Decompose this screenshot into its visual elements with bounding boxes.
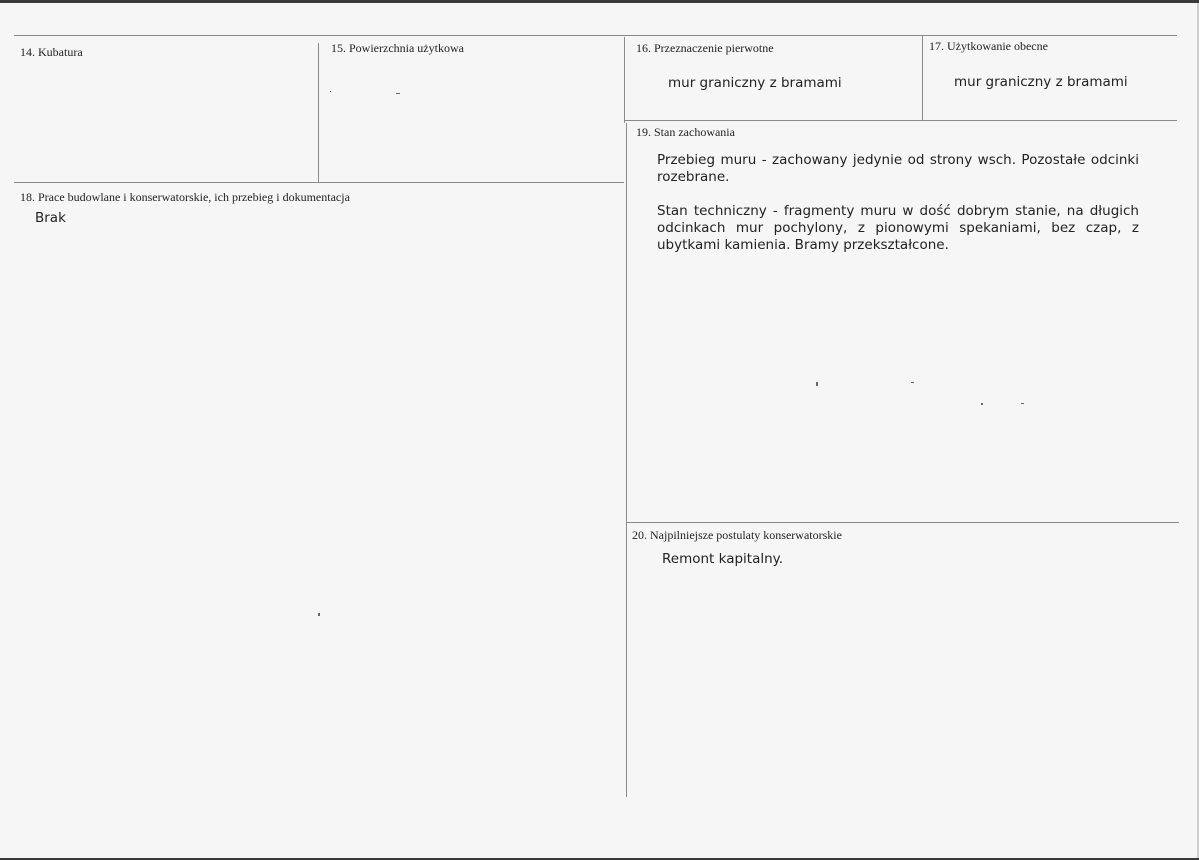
stan-label: 19. Stan zachowania (636, 125, 735, 139)
stan-paragraph-1: Przebieg muru - zachowany jedynie od strony wsch. Pozostałe odcinki rozebrane. (657, 152, 1139, 185)
divider-15-16 (624, 37, 625, 123)
divider-left-right (626, 123, 627, 797)
speck (396, 93, 400, 94)
speck (318, 613, 320, 616)
uzytkowanie-value: mur graniczny z bramami (954, 74, 1128, 90)
stan-paragraph-2: Stan techniczny - fragmenty muru w dość dobrym stanie, na długich odcinkach mur pochylony, z pionowymi spekaniami, bez czap, z ubytkami kamienia. Bramy przekształcone. (657, 203, 1139, 253)
rule-19-20 (627, 522, 1179, 523)
prace-label: 18. Prace budowlane i konserwatorskie, ich przebieg i dokumentacja (20, 190, 350, 204)
postulaty-value: Remont kapitalny. (662, 551, 784, 567)
speck (816, 382, 818, 386)
speck (981, 403, 983, 405)
stan-content (657, 152, 1139, 254)
speck (330, 91, 331, 92)
top-rule (14, 35, 1177, 36)
prace-value: Brak (35, 210, 66, 226)
divider-16-17 (922, 36, 923, 121)
form-page (0, 3, 1199, 858)
przeznaczenie-label: 16. Przeznaczenie pierwotne (636, 41, 774, 55)
kubatura-label: 14. Kubatura (20, 45, 83, 59)
uzytkowanie-label: 17. Użytkowanie obecne (929, 39, 1048, 53)
rule-16-19 (625, 120, 1177, 121)
powierzchnia-label: 15. Powierzchnia użytkowa (331, 41, 464, 55)
przeznaczenie-value: mur graniczny z bramami (668, 75, 842, 91)
rule-14-18 (14, 182, 624, 183)
speck (911, 382, 914, 383)
speck (1021, 403, 1024, 404)
divider-14-15 (318, 43, 319, 183)
postulaty-label: 20. Najpilniejsze postulaty konserwatorskie (632, 528, 842, 542)
